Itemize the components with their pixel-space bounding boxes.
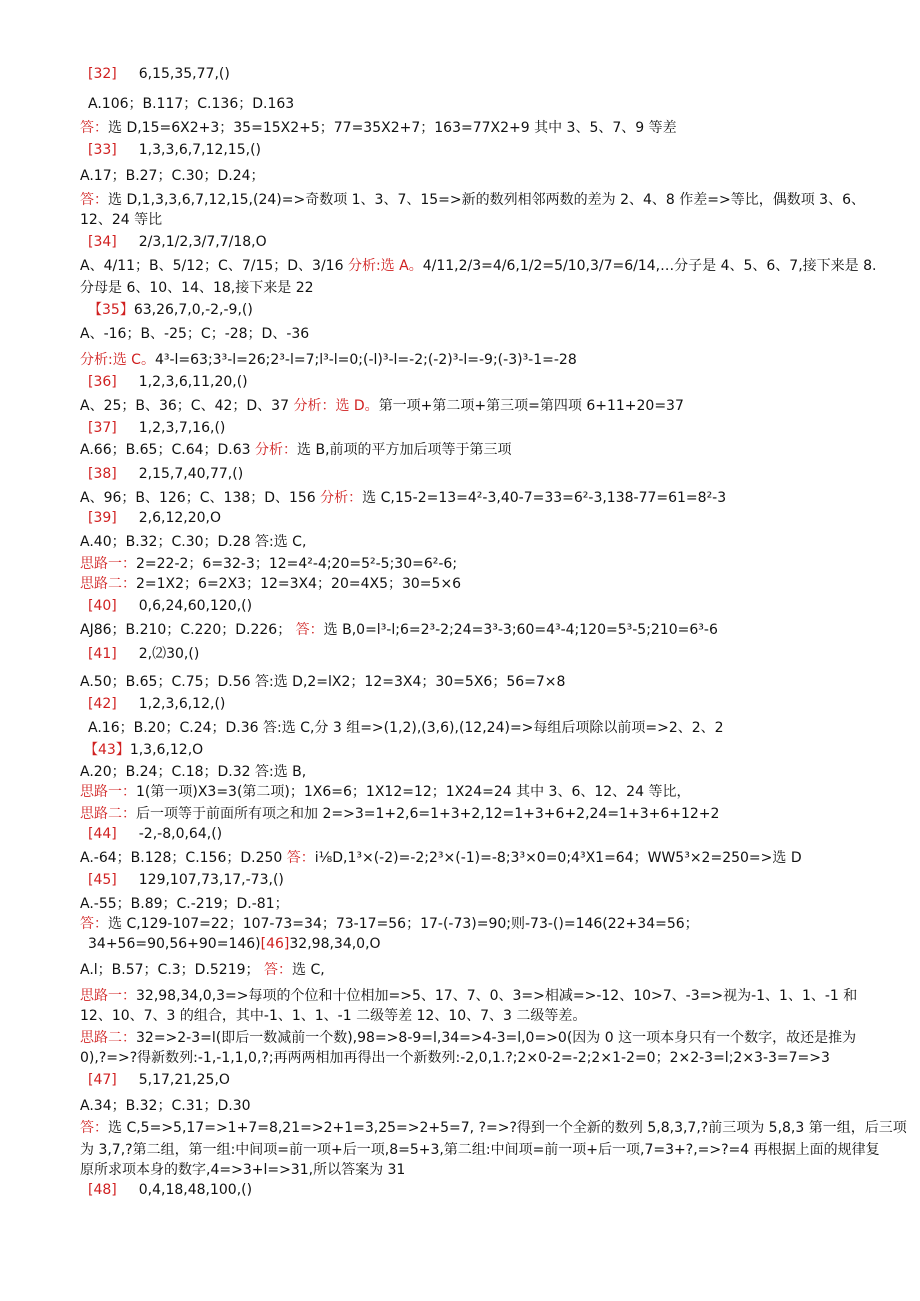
options-43: A.20；B.24；C.18；D.32 答:选 B,	[80, 764, 307, 780]
options-42: A.16；B.20；C.24；D.36 答:选 C,分 3 组=>(1,2),(3,6),(12,24)=>每组后项除以前项=>2、2、2	[88, 720, 724, 736]
answer-32: 答：选 D,15=6X2+3；35=15X2+5；77=35X2+7；163=77X2+9 其中 3、5、7、9 等差	[80, 120, 677, 136]
options-38: A、96；B、126；C、138；D、156 分析：选 C,15-2=13=4²-3,40-7=33=6²-3,138-77=61=8²-3	[80, 490, 727, 506]
question-34: [34] 2/3,1/2,3/7,7/18,O	[88, 234, 267, 250]
answer-47: 答：选 C,5=>5,17=>1+7=8,21=>2+1=3,25=>2+5=7, ?=>?得到一个全新的数列 5,8,3,7,?前三项为 5,8,3 第一组，后三项	[80, 1120, 907, 1136]
options-32: A.106；B.117；C.136；D.163	[88, 96, 295, 112]
options-45: A.-55；B.89；C.-219；D.-81；	[80, 896, 289, 912]
question-44: [44] -2,-8,0,64,()	[88, 826, 223, 842]
answer-47-cont2: 原所求项本身的数字,4=>3+l=>31,所以答案为 31	[80, 1162, 406, 1178]
question-32: [32] 6,15,35,77,()	[88, 66, 230, 82]
question-39: [39] 2,6,12,20,O	[88, 510, 222, 526]
options-41: A.50；B.65；C.75；D.56 答:选 D,2=lX2；12=3X4；30=5X6；56=7×8	[80, 674, 566, 690]
answer-35: 分析:选 C。4³-l=63;3³-l=26;2³-l=7;l³-l=0;(-l)³-l=-2;(-2)³-l=-9;(-3)³-1=-28	[80, 352, 577, 368]
idea-2-46: 思路二：32=>2-3=l(即后一数减前一个数),98=>8-9=l,34=>4-3=l,0=>0(因为 0 这一项本身只有一个数字，故还是推为	[80, 1030, 857, 1046]
question-43: 【43】1,3,6,12,O	[84, 742, 204, 758]
idea-2-43: 思路二：后一项等于前面所有项之和加 2=>3=1+2,6=1+3+2,12=1+3+6+2,24=1+3+6+12+2	[80, 806, 720, 822]
question-45: [45] 129,107,73,17,-73,()	[88, 872, 284, 888]
question-42: [42] 1,2,3,6,12,()	[88, 696, 226, 712]
question-40: [40] 0,6,24,60,120,()	[88, 598, 253, 614]
question-36: [36] 1,2,3,6,11,20,()	[88, 374, 248, 390]
answer-45: 答：选 C,129-107=22；107-73=34；73-17=56；17-(-73)=90;则-73-()=146(22+34=56；	[80, 916, 699, 932]
idea-2-46-cont: 0),?=>?得新数列:-1,-1,1,0,?;再两两相加再得出一个新数列:-2,0,1.?;2×0-2=-2;2×1-2=0；2×2-3=l;2×3-3=7=>3	[80, 1050, 830, 1066]
options-37: A.66；B.65；C.64；D.63 分析：选 B,前项的平方加后项等于第三项	[80, 442, 512, 458]
options-40: AJ86；B.210；C.220；D.226； 答：选 B,0=l³-l;6=2³-2;24=3³-3;60=4³-4;120=5³-5;210=6³-6	[80, 622, 718, 638]
idea-1-46: 思路一：32,98,34,0,3=>每项的个位和十位相加=>5、17、7、0、3=>相减=>-12、10>7、-3=>视为-1、1、1、-1 和	[80, 988, 858, 1004]
question-35: 【35】63,26,7,0,-2,-9,()	[88, 302, 253, 318]
answer-33: 答：选 D,1,3,3,6,7,12,15,(24)=>奇数项 1、3、7、15=>新的数列相邻两数的差为 2、4、8 作差=>等比，偶数项 3、6、	[80, 192, 865, 208]
options-39: A.40；B.32；C.30；D.28 答:选 C,	[80, 534, 307, 550]
question-41: [41] 2,⑵30,()	[88, 646, 200, 662]
options-35: A、-16；B、-25；C；-28；D、-36	[80, 326, 310, 342]
options-34: A、4/11；B、5/12；C、7/15；D、3/16 分析:选 A。4/11,2/3=4/6,1/2=5/10,3/7=6/14,…分子是 4、5、6、7,接下来是 8.	[80, 258, 877, 274]
idea-1-39: 思路一：2=22-2；6=32-3；12=4²-4;20=5²-5;30=6²-6;	[80, 556, 458, 572]
options-33: A.17；B.27；C.30；D.24；	[80, 168, 265, 184]
question-37: [37] 1,2,3,7,16,()	[88, 420, 226, 436]
options-47: A.34；B.32；C.31；D.30	[80, 1098, 251, 1114]
options-44: A.-64；B.128；C.156；D.250 答：i⅛D,1³×(-2)=-2;2³×(-1)=-8;3³×0=0;4³X1=64；WW5³×2=250=>选 D	[80, 850, 802, 866]
question-33: [33] 1,3,3,6,7,12,15,()	[88, 142, 261, 158]
idea-2-39: 思路二：2=1X2；6=2X3；12=3X4；20=4X5；30=5×6	[80, 576, 462, 592]
answer-33-cont: 12、24 等比	[80, 212, 163, 228]
idea-1-43: 思路一：1(第一项)X3=3(第二项)；1X6=6；1X12=12；1X24=24 其中 3、6、12、24 等比，	[80, 784, 691, 800]
answer-45-cont: 34+56=90,56+90=146)[46]32,98,34,0,O	[88, 936, 381, 952]
options-36: A、25；B、36；C、42；D、37 分析：选 D。第一项+第二项+第三项=第四项 6+11+20=37	[80, 398, 684, 414]
answer-34-cont: 分母是 6、10、14、18,接下来是 22	[80, 280, 314, 296]
idea-1-46-cont: 12、10、7、3 的组合，其中-1、1、1、-1 二级等差 12、10、7、3 二级等差。	[80, 1008, 587, 1024]
options-46: A.l；B.57；C.3；D.5219； 答：选 C,	[80, 962, 325, 978]
question-38: [38] 2,15,7,40,77,()	[88, 466, 244, 482]
answer-47-cont: 为 3,7,?第二组，第一组:中间项=前一项+后一项,8=5+3,第二组:中间项=前一项+后一项,7=3+?,=>?=4 再根据上面的规律复	[80, 1142, 880, 1158]
question-48: [48] 0,4,18,48,100,()	[88, 1182, 253, 1198]
question-47: [47] 5,17,21,25,O	[88, 1072, 230, 1088]
